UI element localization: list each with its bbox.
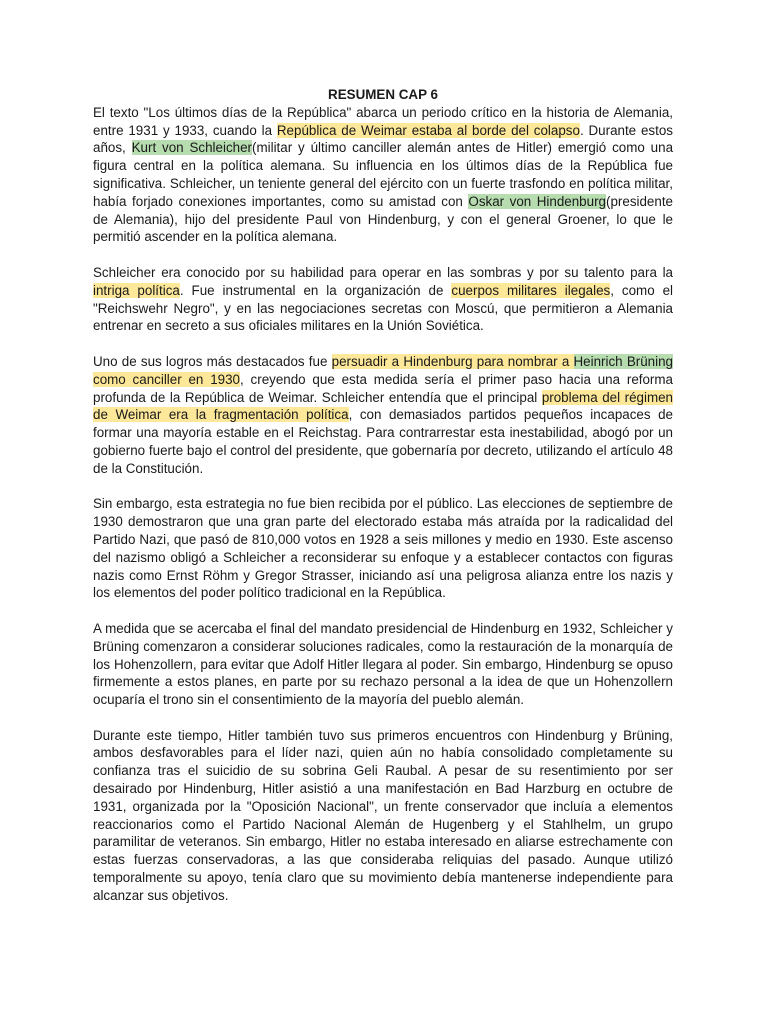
text-run: , creyendo que esta medida sería el primer paso hacia una reforma profunda de la República de Weimar. Schleicher entendía que el principal — [93, 371, 673, 405]
highlight-yellow: cuerpos militares ilegales — [451, 282, 611, 298]
highlight-green: Kurt von Schleicher — [131, 140, 253, 156]
text-run: , como el "Reichswehr Negro", y en las negociaciones secretas con Moscú, que permitieron a Alemania entrenar en secreto a sus oficiales militares en la Unión Soviética. — [93, 282, 674, 334]
text-run: A medida que se acercaba el final del mandato presidencial de Hindenburg en 1932, Schleicher y Brüning comenzaron a considerar soluciones radicales, como la restauración de la monarquía de los Hohenzollern, para evitar que Adolf Hitler llegara al poder. Sin embargo, Hindenburg se opuso firmemente a estos planes, en parte por su rechazo personal a la idea de que un Hohenzollern ocuparía el trono sin el consentimiento de la mayoría del pueblo alemán. — [93, 620, 673, 708]
text-run: (militar y último canciller alemán antes de Hitler) emergió como una figura central en la política alemana. Su influencia en los últimos días de la República fue significativa. Schleicher, un teniente general del ejército con un fuerte trasfondo en política militar, había forjado conexiones importantes, como su amistad con — [93, 140, 674, 209]
text-run: Uno de sus logros más destacados fue — [93, 353, 332, 369]
text-run: Sin embargo, esta estrategia no fue bien recibida por el público. Las elecciones de septiembre de 1930 demostraron que una gran parte del electorado estaba más atraída por la radicalidad del Partido Nazi, que pasó de 810,000 votos en 1928 a seis millones y medio en 1930. Este ascenso del nazismo obligó a Schleicher a reconsiderar su enfoque y a establecer contactos con figuras nazis como Ernst Röhm y Gregor Strasser, iniciando así una peligrosa alianza entre los nazis y los elementos del poder político tradicional en la República. — [93, 496, 673, 601]
highlight-yellow: intriga política — [93, 282, 180, 298]
text-run: . Fue instrumental en la organización de — [179, 282, 452, 298]
paragraph-1 — [93, 104, 673, 246]
document-page — [93, 86, 673, 922]
highlight-green: Heinrich Brüning — [573, 353, 673, 369]
highlight-yellow: problema del régimen de Weimar era la fragmentación política — [93, 389, 674, 423]
highlight-green: Oskar von Hindenburg — [468, 193, 606, 209]
document-body — [93, 104, 673, 905]
highlight-yellow: como canciller en 1930 — [93, 371, 240, 387]
text-run: , con demasiados partidos pequeños incapaces de formar una mayoría estable en el Reichstag. Para contrarrestar esta inestabilidad, abogó por un gobierno fuerte bajo el control del presidente, que gobernaría por decreto, utilizando el artículo 48 de la Constitución. — [93, 407, 673, 476]
highlight-yellow: República de Weimar estaba al borde del colapso — [276, 122, 580, 138]
paragraph-4 — [93, 495, 673, 602]
text-run: El texto "Los últimos días de la República" abarca un periodo crítico en la historia de Alemania, entre 1931 y 1933, cuando la — [93, 104, 673, 138]
paragraph-5 — [93, 620, 673, 709]
paragraph-6 — [93, 727, 673, 905]
highlight-yellow: persuadir a Hindenburg para nombrar a — [331, 353, 574, 369]
text-run: . Durante estos años, — [93, 122, 673, 156]
paragraph-2 — [93, 264, 673, 335]
document-title: RESUMEN CAP 6 — [328, 87, 438, 102]
text-run: (presidente de Alemania), hijo del presidente Paul von Hindenburg, y con el general Groener, lo que le permitió ascender en la política alemana. — [93, 193, 673, 245]
paragraph-3 — [93, 353, 673, 478]
text-run: Durante este tiempo, Hitler también tuvo sus primeros encuentros con Hindenburg y Brüning, ambos desfavorables para el líder nazi, quien aún no había consolidado completamente su confianza tras el suicidio de su sobrina Geli Raubal. A pesar de su resentimiento por ser desairado por Hindenburg, Hitler asistió a una manifestación en Bad Harzburg en octubre de 1931, organizada por la "Oposición Nacional", un frente conservador que incluía a elementos reaccionarios como el Partido Nacional Alemán de Hugenberg y el Stahlhelm, un grupo paramilitar de veteranos. Sin embargo, Hitler no estaba interesado en aliarse estrechamente con estas fuerzas conservadoras, a las que consideraba reliquias del pasado. Aunque utilizó temporalmente su apoyo, tenía claro que su movimiento debía mantenerse independiente para alcanzar sus objetivos. — [93, 727, 673, 903]
text-run: Schleicher era conocido por su habilidad para operar en las sombras y por su talento para la — [93, 264, 673, 280]
